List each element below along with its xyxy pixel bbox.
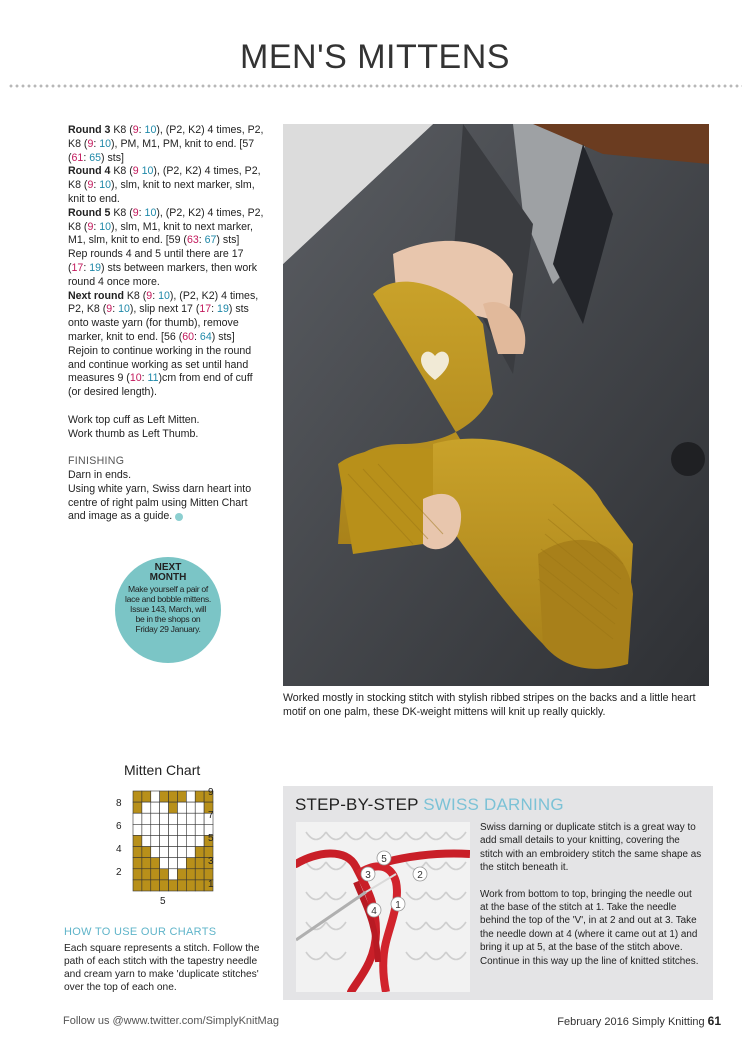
step-number-3: 3	[365, 870, 371, 881]
chart-cell	[195, 858, 204, 869]
chart-cell	[160, 858, 169, 869]
chart-cell	[133, 858, 142, 869]
step-number-4: 4	[371, 906, 377, 917]
footer-twitter[interactable]: Follow us @www.twitter.com/SimplyKnitMag	[63, 1015, 279, 1027]
chart-cell	[169, 824, 178, 835]
chart-cell	[177, 802, 186, 813]
chart-cell	[151, 824, 160, 835]
dotted-divider	[8, 84, 742, 88]
chart-row-label-7: 7	[208, 810, 214, 821]
chart-cell	[151, 802, 160, 813]
chart-cell	[160, 824, 169, 835]
rejoin-instruction: Rejoin to continue working in the round and continue working as set until hand measures 9 (10: 11)cm from end of cuff (or desired length).	[68, 344, 253, 399]
chart-cell	[142, 869, 151, 880]
chart-cell	[169, 858, 178, 869]
end-dot-icon	[175, 513, 183, 521]
chart-cell	[186, 791, 195, 802]
chart-cell	[177, 791, 186, 802]
chart-cell	[195, 869, 204, 880]
next-month-body: Make yourself a pair of lace and bobble mittens. Issue 143, March, will be in the shops on Friday 29 January.	[125, 584, 211, 634]
next-month-heading-1: NEXT	[154, 562, 182, 573]
finishing-line-1: Darn in ends.	[68, 468, 132, 481]
chart-row-label-6: 6	[116, 821, 122, 832]
chart-cell	[169, 802, 178, 813]
chart-cell	[160, 847, 169, 858]
round-3: Round 3 K8 (9: 10), (P2, K2) 4 times, P2, K8 (9: 10), PM, M1, PM, knit to end. [57 (61: 65) sts]	[68, 124, 264, 164]
next-round: Next round K8 (9: 10), (P2, K2) 4 times, P2, K8 (9: 10), slip next 17 (17: 19) sts onto waste yarn (for thumb), remove marker, knit to end. [56 (60: 64) sts]	[68, 289, 259, 343]
chart-cell	[133, 847, 142, 858]
chart-cell	[160, 791, 169, 802]
chart-cell	[133, 802, 142, 813]
chart-cell	[177, 869, 186, 880]
chart-cell	[186, 869, 195, 880]
chart-cell	[177, 813, 186, 824]
chart-cell	[186, 835, 195, 846]
repeat-instruction: Rep rounds 4 and 5 until there are 17 (17: 19) sts between markers, then work round 4 once more.	[68, 248, 258, 288]
step-number-1: 1	[395, 900, 401, 911]
chart-cell	[160, 835, 169, 846]
chart-cell	[133, 880, 142, 891]
chart-cell	[142, 835, 151, 846]
chart-cell	[186, 847, 195, 858]
chart-cell	[151, 858, 160, 869]
chart-cell	[195, 813, 204, 824]
chart-cell	[177, 835, 186, 846]
chart-cell	[151, 835, 160, 846]
chart-cell	[142, 858, 151, 869]
chart-cell	[195, 835, 204, 846]
thumb-instruction: Work thumb as Left Thumb.	[68, 427, 199, 440]
chart-cell	[195, 791, 204, 802]
page-number: 61	[707, 1014, 721, 1028]
chart-cell	[133, 869, 142, 880]
step-description	[480, 821, 702, 968]
chart-cell	[151, 813, 160, 824]
chart-cell	[169, 791, 178, 802]
step-number-2: 2	[417, 870, 423, 881]
chart-cell	[195, 847, 204, 858]
chart-cell	[151, 880, 160, 891]
finishing-line-2: Using white yarn, Swiss darn heart into centre of right palm using Mitten Chart and image as a guide.	[68, 482, 252, 523]
pattern-column	[68, 124, 264, 524]
chart-cell	[186, 802, 195, 813]
chart-cell	[169, 813, 178, 824]
chart-title: Mitten Chart	[124, 762, 201, 778]
chart-row-label-3: 3	[208, 856, 214, 867]
step-number-5: 5	[381, 854, 387, 865]
chart-row-label-4: 4	[116, 844, 122, 855]
chart-cell	[195, 802, 204, 813]
chart-row-label-8: 8	[116, 798, 122, 809]
chart-cell	[177, 847, 186, 858]
chart-cell	[169, 847, 178, 858]
chart-row-label-9: 9	[208, 787, 214, 798]
next-month-badge	[115, 557, 221, 663]
chart-col-label-5: 5	[160, 896, 166, 907]
round-5: Round 5 K8 (9: 10), (P2, K2) 4 times, P2, K8 (9: 10), slm, M1, knit to next marker, M1, slm, knit to end. [59 (63: 67) sts]	[68, 206, 264, 247]
chart-cell	[160, 869, 169, 880]
step-paragraph-1: Swiss darning or duplicate stitch is a great way to add small details to your knitting, covering the stitch with an embroidery stitch the same shape as the stitch beneath it.	[480, 822, 702, 874]
chart-cell	[142, 813, 151, 824]
chart-cell	[160, 813, 169, 824]
chart-cell	[133, 824, 142, 835]
chart-cell	[169, 869, 178, 880]
chart-cell	[186, 824, 195, 835]
chart-row-label-1: 1	[208, 879, 214, 890]
chart-cell	[142, 802, 151, 813]
chart-cell	[133, 835, 142, 846]
chart-cell	[151, 791, 160, 802]
chart-cell	[133, 813, 142, 824]
chart-cell	[195, 824, 204, 835]
chart-cell	[195, 880, 204, 891]
step-paragraph-2: Work from bottom to top, bringing the needle out at the base of the stitch at 1. Take the needle behind the top of the 'V', in at 2 and out at 3. Take the needle down at 4 (where it came out at 1) and bring it up at 5, at the base of the stitch above. Continue in this way up the line of knitted stitches.	[480, 888, 699, 967]
chart-cell	[177, 824, 186, 835]
finishing-heading: FINISHING	[68, 455, 125, 468]
chart-cell	[177, 858, 186, 869]
chart-row-label-5: 5	[208, 833, 214, 844]
round-4: Round 4 K8 (9 10), (P2, K2) 4 times, P2, K8 (9: 10), slm, knit to next marker, slm, knit to end.	[68, 165, 261, 205]
chart-cell	[169, 880, 178, 891]
chart-cell	[186, 880, 195, 891]
chart-cell	[142, 824, 151, 835]
chart-cell	[177, 880, 186, 891]
chart-cell	[186, 858, 195, 869]
swiss-darning-illustration	[296, 822, 470, 992]
cuff-instruction: Work top cuff as Left Mitten.	[68, 413, 200, 426]
chart-cell	[151, 869, 160, 880]
next-month-heading-2: MONTH	[149, 572, 187, 583]
chart-cell	[142, 880, 151, 891]
footer-issue: February 2016 Simply Knitting 61	[557, 1014, 721, 1028]
chart-cell	[186, 813, 195, 824]
step-title: STEP-BY-STEP SWISS DARNING	[295, 795, 564, 814]
chart-cell	[142, 791, 151, 802]
page-title: MEN'S MITTENS	[240, 38, 510, 76]
chart-cell	[142, 847, 151, 858]
chart-cell	[160, 880, 169, 891]
how-to-body: Each square represents a stitch. Follow the path of each stitch with the tapestry needle and cream yarn to make 'duplicate stitches' over the top of each one.	[64, 943, 260, 993]
photo-caption: Worked mostly in stocking stitch with stylish ribbed stripes on the backs and a little heart motif on one palm, these DK-weight mittens will knit up really quickly.	[283, 692, 696, 718]
chart-cell	[160, 802, 169, 813]
chart-cell	[169, 835, 178, 846]
chart-cell	[133, 791, 142, 802]
chart-row-label-2: 2	[116, 867, 122, 878]
mittens-photo	[283, 124, 709, 686]
chart-cell	[151, 847, 160, 858]
how-to-heading: HOW TO USE OUR CHARTS	[64, 926, 217, 938]
